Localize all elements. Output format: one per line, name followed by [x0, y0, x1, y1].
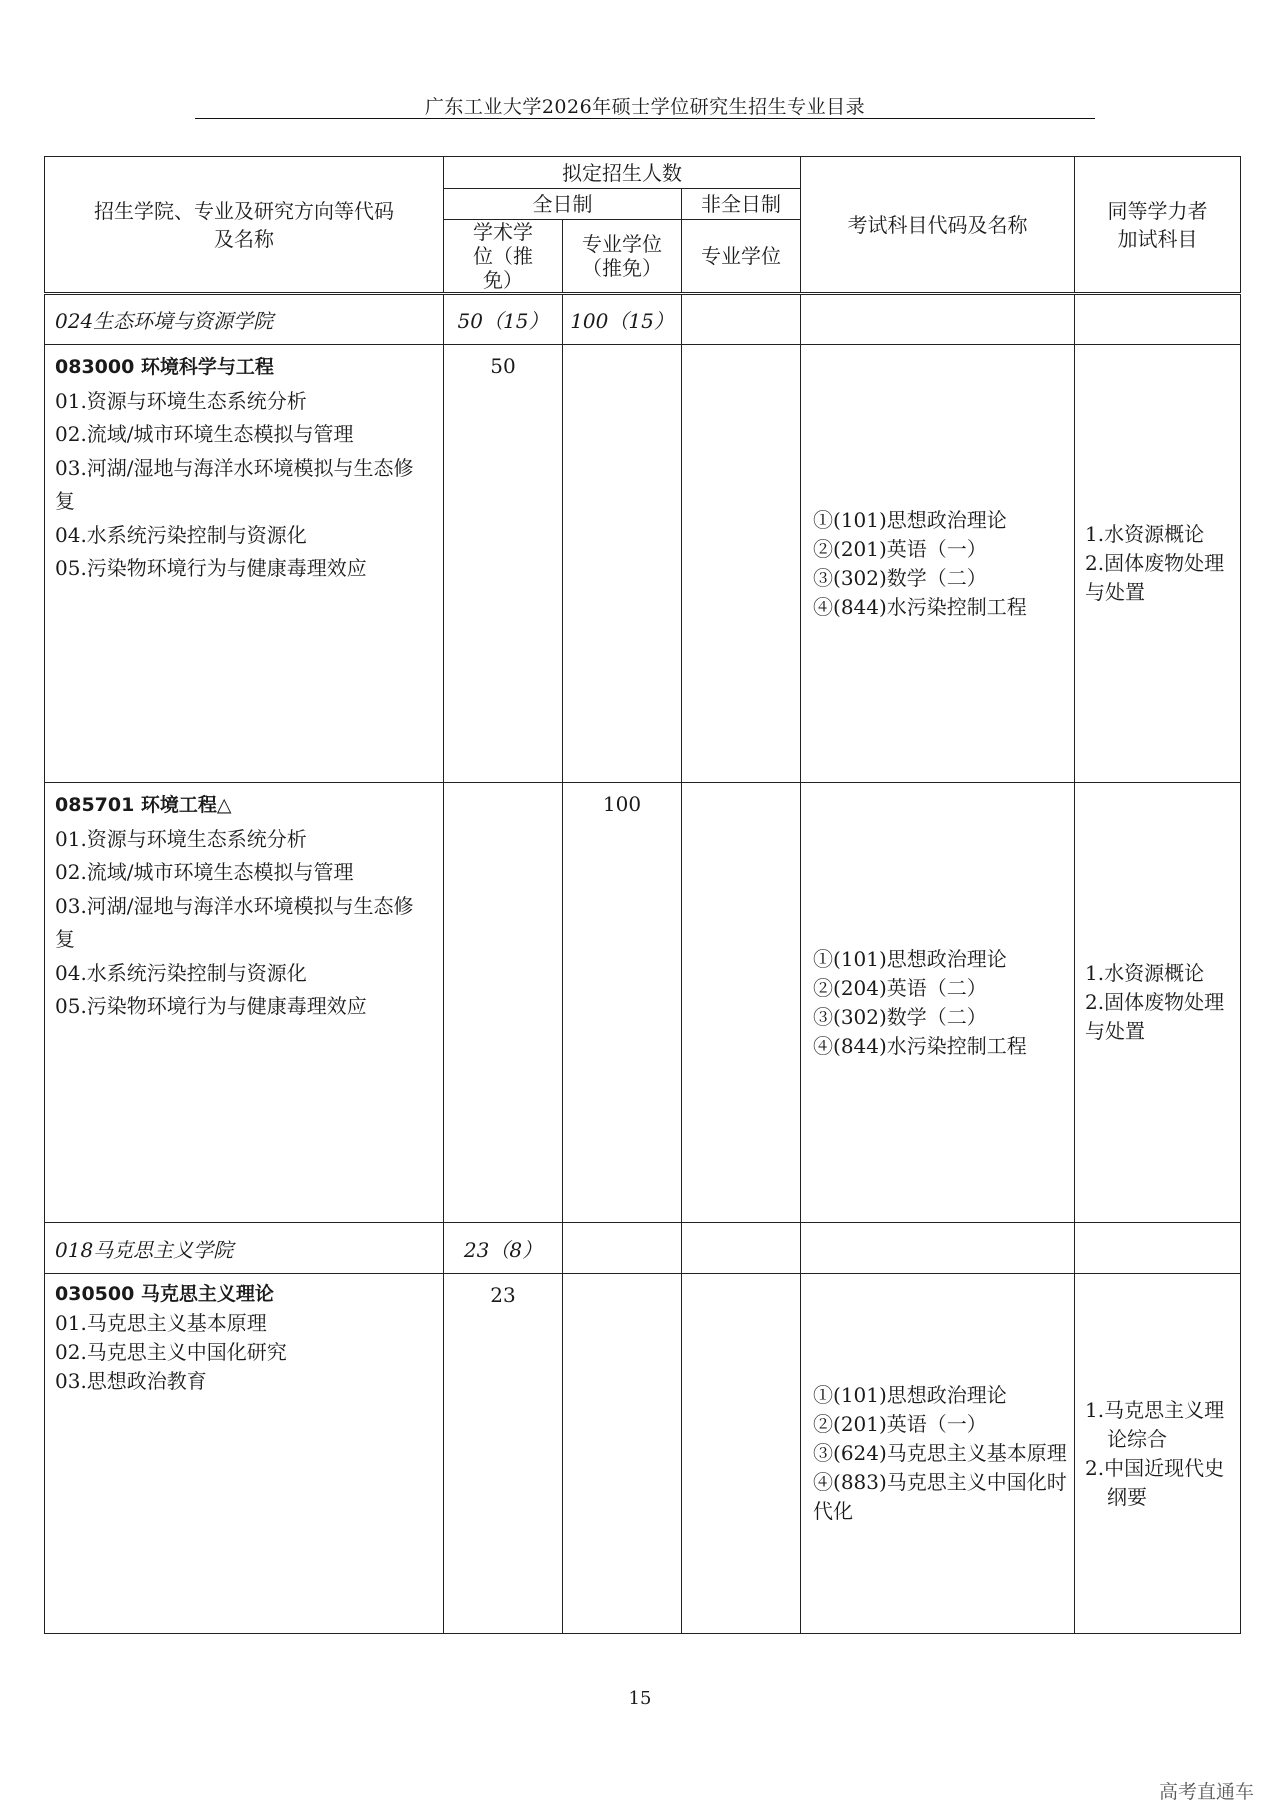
academic-count: 23 [444, 1274, 563, 1634]
empty-cell [682, 345, 801, 783]
exam-item: ③(302)数学（二） [813, 565, 987, 590]
header-quota-group: 拟定招生人数 [444, 157, 801, 189]
college-professional-count: 100（15） [563, 294, 682, 345]
major-row [45, 1274, 1241, 1634]
empty-cell [682, 1223, 801, 1274]
header-exam-subjects: 考试科目代码及名称 [801, 157, 1075, 294]
exam-item: ④(844)水污染控制工程 [813, 1033, 1027, 1058]
college-name: 018马克思主义学院 [45, 1223, 444, 1274]
header-professional-label: 专业学位（推免） [582, 232, 662, 280]
title-rule [195, 118, 1095, 119]
major-row [45, 783, 1241, 1223]
extra-list [1075, 345, 1241, 783]
empty-cell [444, 783, 563, 1223]
major-info [45, 345, 444, 783]
empty-cell [682, 294, 801, 345]
header-academic-cell [444, 220, 563, 294]
college-row [45, 294, 1241, 345]
empty-cell [563, 345, 682, 783]
major-info [45, 783, 444, 1223]
major-title: 085701 环境工程△ [55, 794, 232, 816]
header-part-time: 非全日制 [682, 189, 801, 220]
header-extra-cell [1075, 157, 1241, 294]
catalog-table [44, 156, 1241, 1634]
professional-count: 100 [563, 783, 682, 1223]
direction-item: 01.马克思主义基本原理 [55, 1311, 267, 1335]
direction-item: 03.思想政治教育 [55, 1369, 207, 1393]
empty-cell [1075, 1223, 1241, 1274]
exam-item: ④(883)马克思主义中国化时代化 [813, 1470, 1067, 1523]
extra-item: 2.固体废物处理与处置 [1085, 551, 1225, 604]
direction-item: 02.流域/城市环境生态模拟与管理 [55, 860, 354, 884]
page-number: 15 [628, 1688, 652, 1709]
exam-list [801, 783, 1075, 1223]
header-part-professional: 专业学位 [682, 220, 801, 294]
exam-item: ①(101)思想政治理论 [813, 946, 1007, 971]
header-professional-cell [563, 220, 682, 294]
header-academic-label: 学术学位（推免） [473, 220, 533, 292]
extra-item: 1.水资源概论 [1085, 522, 1205, 546]
page-title: 广东工业大学2026年硕士学位研究生招生专业目录 [424, 96, 866, 118]
major-title: 083000 环境科学与工程 [55, 356, 274, 378]
empty-cell [801, 294, 1075, 345]
empty-cell [563, 1274, 682, 1634]
direction-item: 02.马克思主义中国化研究 [55, 1340, 287, 1364]
college-row [45, 1223, 1241, 1274]
header-name-cell [45, 157, 444, 294]
exam-item: ②(204)英语（二） [813, 975, 987, 1000]
extra-item: 2.中国近现代史纲要 [1085, 1455, 1225, 1509]
major-info [45, 1274, 444, 1634]
exam-item: ①(101)思想政治理论 [813, 507, 1007, 532]
direction-item: 02.流域/城市环境生态模拟与管理 [55, 422, 354, 446]
extra-item: 1.马克思主义理论综合 [1085, 1397, 1225, 1451]
exam-list [801, 1274, 1075, 1634]
college-academic-count: 50（15） [444, 294, 563, 345]
extra-item: 1.水资源概论 [1085, 961, 1205, 985]
direction-item: 04.水系统污染控制与资源化 [55, 522, 307, 547]
extra-list [1075, 1274, 1241, 1634]
exam-item: ②(201)英语（一） [813, 1412, 987, 1436]
extra-item: 2.固体废物处理与处置 [1085, 990, 1225, 1043]
empty-cell [682, 783, 801, 1223]
direction-item: 03.河湖/湿地与海洋水环境模拟与生态修复 [55, 455, 414, 513]
empty-cell [1075, 294, 1241, 345]
major-title: 030500 马克思主义理论 [55, 1283, 274, 1305]
empty-cell [801, 1223, 1075, 1274]
direction-item: 01.资源与环境生态系统分析 [55, 826, 307, 851]
direction-item: 03.河湖/湿地与海洋水环境模拟与生态修复 [55, 893, 414, 951]
empty-cell [682, 1274, 801, 1634]
header-extra-label: 同等学力者加试科目 [1107, 198, 1208, 251]
exam-item: ②(201)英语（一） [813, 536, 987, 561]
exam-item: ③(302)数学（二） [813, 1004, 987, 1029]
watermark: 高考直通车 [1158, 1781, 1254, 1803]
direction-item: 05.污染物环境行为与健康毒理效应 [55, 556, 367, 580]
exam-list [801, 345, 1075, 783]
header-full-time: 全日制 [444, 189, 682, 220]
direction-item: 04.水系统污染控制与资源化 [55, 960, 307, 985]
direction-item: 01.资源与环境生态系统分析 [55, 388, 307, 413]
academic-count: 50 [444, 345, 563, 783]
direction-item: 05.污染物环境行为与健康毒理效应 [55, 994, 367, 1018]
exam-item: ①(101)思想政治理论 [813, 1383, 1007, 1407]
major-row [45, 345, 1241, 783]
exam-item: ④(844)水污染控制工程 [813, 594, 1027, 619]
header-name-label: 招生学院、专业及研究方向等代码及名称 [94, 198, 394, 251]
extra-list [1075, 783, 1241, 1223]
empty-cell [563, 1223, 682, 1274]
college-name: 024生态环境与资源学院 [45, 294, 444, 345]
exam-item: ③(624)马克思主义基本原理 [813, 1441, 1067, 1465]
college-academic-count: 23（8） [444, 1223, 563, 1274]
